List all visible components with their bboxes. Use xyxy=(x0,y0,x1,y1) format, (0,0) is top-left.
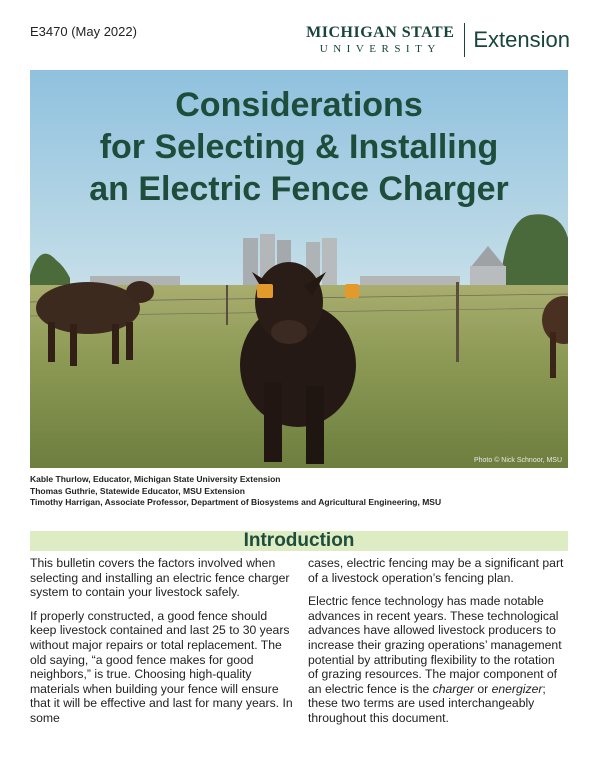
section-heading: Introduction xyxy=(243,530,355,551)
text-run: Electric fence technology has made notable advances in recent years. These technological advances have allowed livestock producers to increase their grazing operations’ management potential by attributing flexibility to the rotation of grazing resources. The major component of an electric fence is the xyxy=(308,594,562,696)
term-energizer: energizer xyxy=(491,681,543,696)
paragraph: This bulletin covers the factors involved when selecting and installing an electric fence charger system to contain your livestock safely. xyxy=(30,556,290,600)
author-1: Kable Thurlow, Educator, Michigan State University Extension xyxy=(30,474,281,484)
body-column-right xyxy=(308,556,568,735)
logo-divider xyxy=(464,23,465,57)
title-line-2: for Selecting & Installing xyxy=(99,128,499,166)
photo-credit: Photo © Nick Schnoor, MSU xyxy=(473,457,562,464)
title-line-1: Considerations xyxy=(175,86,423,124)
hero-photo xyxy=(30,70,568,468)
paragraph: If properly constructed, a good fence should keep livestock contained and last 25 to 30 years without major repairs or total replacement. The old saying, “a good fence makes for good neighbors,” is true. Choosing high-quality materials when building your fence will ensure that it will be effective and last for many years. In some xyxy=(30,608,293,725)
logo-line1: MICHIGAN STATE xyxy=(306,24,455,41)
msu-wordmark xyxy=(306,25,454,55)
text-run: ; these two terms are used interchangeably throughout this document. xyxy=(308,681,546,725)
document-title xyxy=(30,84,568,210)
title-line-3: an Electric Fence Charger xyxy=(89,170,509,208)
paragraph xyxy=(308,594,568,725)
paragraph: cases, electric fencing may be a significant part of a livestock operation’s fencing plan. xyxy=(308,556,564,585)
text-run: or xyxy=(473,681,492,696)
msu-extension-logo[interactable] xyxy=(306,22,570,58)
author-2: Thomas Guthrie, Statewide Educator, MSU Extension xyxy=(30,485,245,496)
body-column-left xyxy=(30,556,296,735)
logo-line2: UNIVERSITY xyxy=(319,43,441,55)
section-heading-band xyxy=(30,531,568,551)
logo-extension: Extension xyxy=(473,27,570,52)
author-3: Timothy Harrigan, Associate Professor, Department of Biosystems and Agricultural Engineering, MSU xyxy=(30,497,442,507)
term-charger: charger xyxy=(432,681,474,696)
publication-id: E3470 (May 2022) xyxy=(30,24,137,39)
author-list xyxy=(30,474,441,509)
